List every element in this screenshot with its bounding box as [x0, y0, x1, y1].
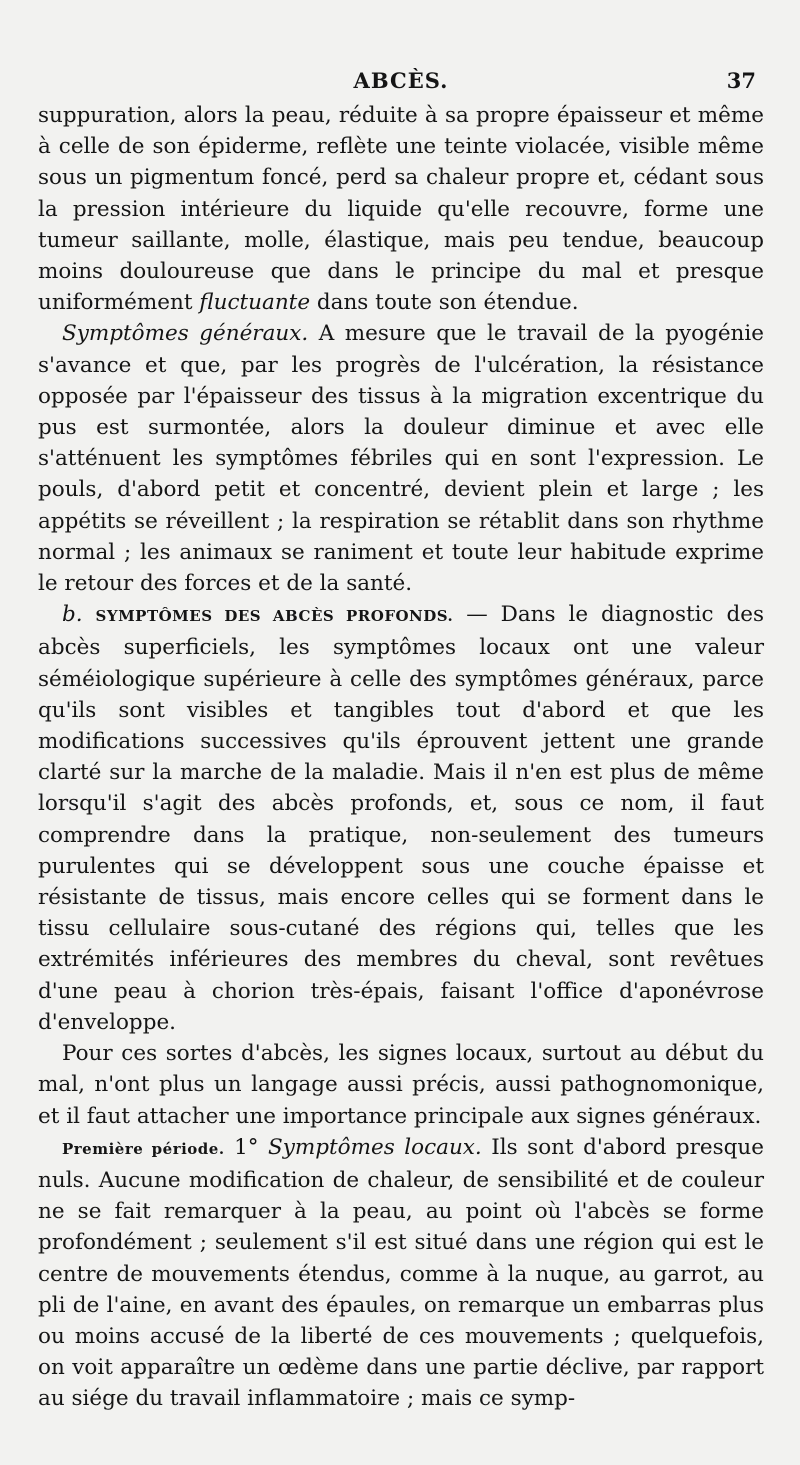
paragraph-2-heading: Symptômes généraux. [62, 321, 309, 347]
paragraph-3-letter: b. [62, 602, 83, 628]
paragraph-3-text: — Dans le diagnostic des abcès superficiels, les symptômes locaux ont une valeur séméiologique supérieure à celle des symptômes généraux, parce qu'ils sont visibles et tangibles tout d'abord et que les modifications successives qu'ils éprouvent jettent une grande clarté sur la marche de la maladie. Mais il n'en est plus de même lorsqu'il s'agit des abcès profonds, et, sous ce nom, il faut comprendre dans la pratique, non-seulement des tumeurs purulentes qui se développent sous une couche épaisse et résistante de tissus, mais encore celles qui se forment dans le tissu cellulaire sous-cutané des régions qui, telles que les extrémités inférieures des membres du cheval, sont revêtues d'une peau à chorion très-épais, faisant l'office d'aponévrose d'enveloppe. [38, 602, 764, 1035]
paragraph-5-text: Ils sont d'abord presque nuls. Aucune modification de chaleur, de sensibilité et de couleur ne se fait remarquer à la peau, au point où l'abcès se forme profondément ; seulement s'il est situé dans une région qui est le centre de mouvements étendus, comme à la nuque, au garrot, au pli de l'aine, en avant des épaules, on remarque un embarras plus ou moins accusé de la liberté de ces mouvements ; quelquefois, on voit apparaître un œdème dans une partie déclive, par rapport au siége du travail inflammatoire ; mais ce symp- [38, 1134, 765, 1412]
paragraph-4 [38, 1038, 764, 1132]
paragraph-1-text-a: suppuration, alors la peau, réduite à sa propre épaisseur et même à celle de son épiderme, reflète une teinte violacée, visible même sous un pigmentum foncé, perd sa chaleur propre et, cédant sous la pression intérieure du liquide qu'elle recouvre, forme une tumeur saillante, molle, élastique, mais peu tendue, beaucoup moins douloureuse que dans le principe du mal et presque uniformément [38, 103, 764, 316]
paragraph-2 [38, 318, 764, 599]
paragraph-4-text: Pour ces sortes d'abcès, les signes locaux, surtout au début du mal, n'ont plus un langage aussi précis, aussi pathognomonique, et il faut attacher une importance principale aux signes généraux. [38, 1041, 764, 1129]
paragraph-2-text: A mesure que le travail de la pyogénie s'avance et que, par les progrès de l'ulcération, la résistance opposée par l'épaisseur des tissus à la migration excentrique du pus est surmontée, alors la douleur diminue et avec elle s'atténuent les symptômes fébriles qui en sont l'expression. Le pouls, d'abord petit et concentré, devient plein et large ; les appétits se réveillent ; la respiration se rétablit dans son rhythme normal ; les animaux se raniment et toute leur habitude exprime le retour des forces et de la santé. [38, 321, 764, 597]
running-title: ABCÈS. [353, 68, 449, 93]
paragraph-5 [38, 1132, 764, 1415]
paragraph-5-heading: Symptômes locaux. [268, 1134, 482, 1160]
paragraph-3-heading: SYMPTÔMES DES ABCÈS PROFONDS. [95, 607, 454, 626]
page-number: 37 [726, 68, 756, 93]
paragraph-1 [38, 100, 764, 318]
body-text [38, 100, 764, 1415]
paragraph-1-text-b: dans toute son étendue. [310, 290, 579, 316]
paragraph-1-italic: fluctuante [199, 290, 311, 316]
paragraph-3 [38, 599, 764, 1038]
paragraph-5-period-label: Première période. [62, 1139, 225, 1158]
paragraph-5-numeral: 1° [224, 1134, 269, 1160]
running-head [38, 58, 764, 100]
